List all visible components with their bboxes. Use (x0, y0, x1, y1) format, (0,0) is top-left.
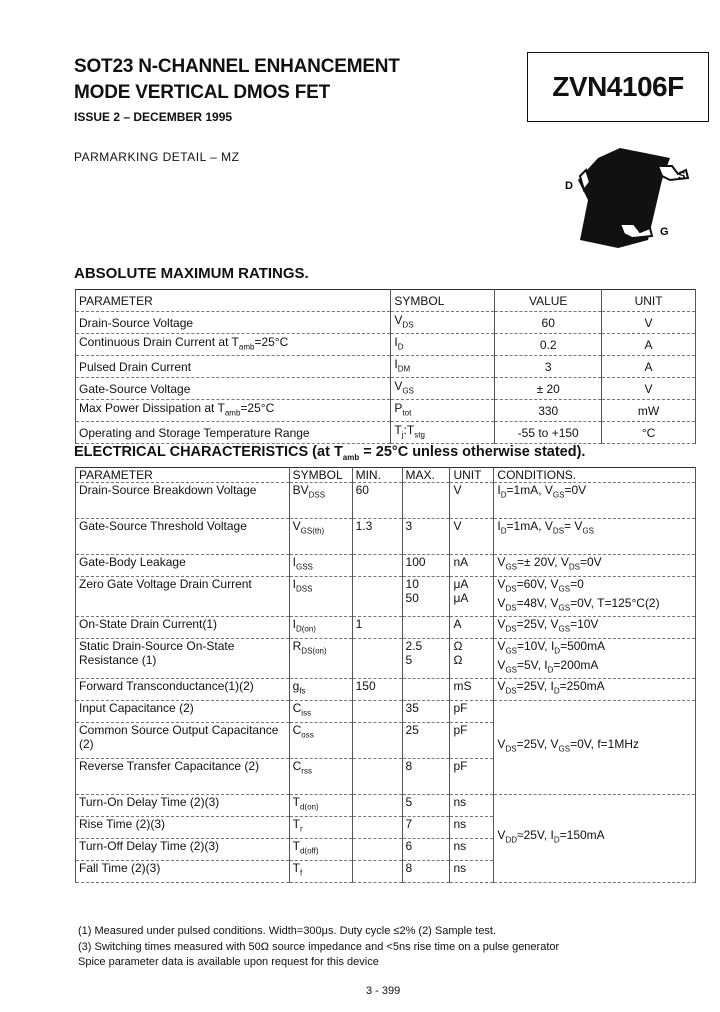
value-cell: 60 (495, 312, 602, 334)
absolute-max-heading: ABSOLUTE MAXIMUM RATINGS. (74, 265, 309, 282)
symbol-cell: $g_{fs}$ (289, 678, 352, 700)
value-cell: ± 20 (495, 378, 602, 400)
symbol-cell: $R_{DS(on)}$ (289, 638, 352, 678)
part-number: ZVN4106F (552, 71, 684, 102)
table-row (76, 700, 696, 722)
table-row (76, 334, 696, 356)
max-cell: 5 (402, 794, 450, 816)
column-header-unit: UNIT (450, 468, 494, 483)
max-cell: 2.5 5 (402, 638, 450, 678)
parameter-cell: On-State Drain Current(1) (76, 616, 290, 638)
min-cell: 1 (352, 616, 402, 638)
max-cell (402, 678, 450, 700)
unit-cell: mS (450, 678, 494, 700)
conditions-cell: $I_D=1mA$, $V_{DS}= V_{GS}$ (494, 519, 696, 555)
parameter-cell: Operating and Storage Temperature Range (76, 422, 391, 444)
column-header-max: MAX. (402, 468, 450, 483)
parameter-cell: Gate-Source Threshold Voltage (76, 519, 290, 555)
symbol-cell: $T_j:T_{stg}$ (391, 422, 495, 444)
unit-cell: °C (602, 422, 696, 444)
title-line-1: SOT23 N-CHANNEL ENHANCEMENT (74, 56, 400, 77)
unit-cell: V (602, 378, 696, 400)
table-row (76, 400, 696, 422)
conditions-cell: $I_D=1mA$, $V_{GS}=0V$ (494, 483, 696, 519)
electrical-characteristics-table (75, 467, 696, 883)
package-body (578, 148, 688, 248)
parameter-cell: Fall Time (2)(3) (76, 860, 290, 882)
value-cell: 3 (495, 356, 602, 378)
symbol-cell: $I_{DSS}$ (289, 577, 352, 617)
min-cell (352, 794, 402, 816)
symbol-cell: $I_{DM}$ (391, 356, 495, 378)
conditions-cell: $V_{DS}=60V$, $V_{GS}=0$ $V_{DS}=48V$, $V_{GS}=0V$, T=125°C(2) (494, 577, 696, 617)
pin-label-g: G (660, 226, 669, 238)
unit-cell: μA μA (450, 577, 494, 617)
column-header-conditions: CONDITIONS. (494, 468, 696, 483)
parameter-cell: Drain-Source Voltage (76, 312, 391, 334)
symbol-cell: $T_{d(off)}$ (289, 838, 352, 860)
part-number-box (527, 52, 709, 122)
parameter-cell: Turn-On Delay Time (2)(3) (76, 794, 290, 816)
column-header-min: MIN. (352, 468, 402, 483)
symbol-cell: $C_{iss}$ (289, 700, 352, 722)
parameter-cell: Pulsed Drain Current (76, 356, 391, 378)
unit-cell: V (450, 519, 494, 555)
min-cell (352, 700, 402, 722)
symbol-cell: $T_f$ (289, 860, 352, 882)
max-cell (402, 483, 450, 519)
min-cell (352, 838, 402, 860)
table-row (76, 616, 696, 638)
unit-cell: nA (450, 555, 494, 577)
parameter-cell: Max Power Dissipation at $T_{amb}=25^\circ C$ (76, 400, 391, 422)
unit-cell: Ω Ω (450, 638, 494, 678)
unit-cell: A (602, 356, 696, 378)
unit-cell: pF (450, 700, 494, 722)
conditions-cell: $V_{DS}=25V$, $I_D=250mA$ (494, 678, 696, 700)
symbol-cell: $I_{D(on)}$ (289, 616, 352, 638)
table-row (76, 794, 696, 816)
max-cell (402, 616, 450, 638)
min-cell: 150 (352, 678, 402, 700)
column-header-parameter: PARAMETER (76, 468, 290, 483)
min-cell (352, 860, 402, 882)
column-header-parameter: PARAMETER (76, 290, 391, 312)
min-cell: 60 (352, 483, 402, 519)
min-cell: 1.3 (352, 519, 402, 555)
partmarking-detail: PARMARKING DETAIL – MZ (74, 150, 240, 164)
absolute-max-header-row (76, 290, 696, 312)
symbol-cell: $BV_{DSS}$ (289, 483, 352, 519)
max-cell: 35 (402, 700, 450, 722)
unit-cell: V (602, 312, 696, 334)
conditions-cell: $V_{GS}=\pm 20V$, $V_{DS}=0V$ (494, 555, 696, 577)
symbol-cell: $T_{d(on)}$ (289, 794, 352, 816)
parameter-cell: Reverse Transfer Capacitance (2) (76, 758, 290, 794)
parameter-cell: Gate-Source Voltage (76, 378, 391, 400)
unit-cell: pF (450, 758, 494, 794)
unit-cell: ns (450, 860, 494, 882)
column-header-unit: UNIT (602, 290, 696, 312)
conditions-cell: $V_{DS}=25V$, $V_{GS}=0V$, f=1MHz (494, 700, 696, 794)
issue-date: ISSUE 2 – DECEMBER 1995 (74, 110, 233, 124)
parameter-cell: Drain-Source Breakdown Voltage (76, 483, 290, 519)
max-cell: 3 (402, 519, 450, 555)
unit-cell: ns (450, 816, 494, 838)
table-row (76, 638, 696, 678)
max-cell: 8 (402, 860, 450, 882)
parameter-cell: Forward Transconductance(1)(2) (76, 678, 290, 700)
max-cell: 10 50 (402, 577, 450, 617)
parameter-cell: Turn-Off Delay Time (2)(3) (76, 838, 290, 860)
max-cell: 8 (402, 758, 450, 794)
symbol-cell: $V_{GS(th)}$ (289, 519, 352, 555)
max-cell: 25 (402, 722, 450, 758)
document-title (74, 54, 400, 106)
min-cell (352, 638, 402, 678)
table-row (76, 678, 696, 700)
parameter-cell: Input Capacitance (2) (76, 700, 290, 722)
symbol-cell: $C_{rss}$ (289, 758, 352, 794)
symbol-cell: $T_r$ (289, 816, 352, 838)
electrical-header-row (76, 468, 696, 483)
max-cell: 100 (402, 555, 450, 577)
value-cell: 0.2 (495, 334, 602, 356)
unit-cell: ns (450, 838, 494, 860)
column-header-value: VALUE (495, 290, 602, 312)
footnote-2: (3) Switching times measured with 50Ω source impedance and <5ns rise time on a pulse generator (78, 941, 560, 953)
parameter-cell: Gate-Body Leakage (76, 555, 290, 577)
conditions-cell: $V_{DD}\approx 25V$, $I_D=150mA$ (494, 794, 696, 882)
pin-label-s: S (678, 170, 686, 182)
pin-label-d: D (565, 180, 573, 192)
table-row (76, 555, 696, 577)
unit-cell: A (450, 616, 494, 638)
unit-cell: pF (450, 722, 494, 758)
unit-cell: V (450, 483, 494, 519)
min-cell (352, 577, 402, 617)
footnote-1: (1) Measured under pulsed conditions. Width=300μs. Duty cycle ≤2% (2) Sample test. (78, 925, 497, 937)
max-cell: 6 (402, 838, 450, 860)
table-row (76, 422, 696, 444)
sot23-package-drawing (558, 140, 698, 250)
unit-cell: mW (602, 400, 696, 422)
symbol-cell: $I_{GSS}$ (289, 555, 352, 577)
electrical-heading: ELECTRICAL CHARACTERISTICS (at $T_{amb} = 25^\circ C$ unless otherwise stated). (74, 444, 586, 462)
parameter-cell: Rise Time (2)(3) (76, 816, 290, 838)
table-row (76, 356, 696, 378)
value-cell: 330 (495, 400, 602, 422)
min-cell (352, 816, 402, 838)
column-header-symbol: SYMBOL (289, 468, 352, 483)
table-row (76, 312, 696, 334)
page-number: 3 - 399 (366, 985, 401, 997)
table-row (76, 519, 696, 555)
value-cell: -55 to +150 (495, 422, 602, 444)
footnote-3: Spice parameter data is available upon request for this device (78, 956, 379, 968)
column-header-symbol: SYMBOL (391, 290, 495, 312)
conditions-cell: $V_{GS}=10V$, $I_D=500mA$ $V_{GS}=5V$, $I_D=200mA$ (494, 638, 696, 678)
min-cell (352, 722, 402, 758)
max-cell: 7 (402, 816, 450, 838)
min-cell (352, 555, 402, 577)
table-row (76, 483, 696, 519)
symbol-cell: $V_{DS}$ (391, 312, 495, 334)
symbol-cell: $P_{tot}$ (391, 400, 495, 422)
unit-cell: A (602, 334, 696, 356)
absolute-max-table (75, 289, 696, 444)
table-row (76, 577, 696, 617)
symbol-cell: $V_{GS}$ (391, 378, 495, 400)
parameter-cell: Continuous Drain Current at $T_{amb}=25^\circ C$ (76, 334, 391, 356)
symbol-cell: $C_{oss}$ (289, 722, 352, 758)
min-cell (352, 758, 402, 794)
conditions-cell: $V_{DS}=25V$, $V_{GS}=10V$ (494, 616, 696, 638)
parameter-cell: Zero Gate Voltage Drain Current (76, 577, 290, 617)
unit-cell: ns (450, 794, 494, 816)
title-line-2: MODE VERTICAL DMOS FET (74, 82, 330, 103)
symbol-cell: $I_D$ (391, 334, 495, 356)
table-row (76, 378, 696, 400)
parameter-cell: Static Drain-Source On-State Resistance (1) (76, 638, 290, 678)
parameter-cell: Common Source Output Capacitance (2) (76, 722, 290, 758)
